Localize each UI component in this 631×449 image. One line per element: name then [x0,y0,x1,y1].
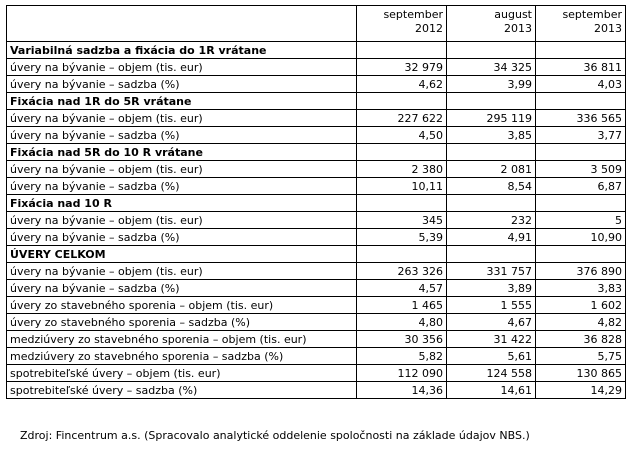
row-label: úvery zo stavebného sporenia – sadzba (%) [7,314,357,331]
section-title: Fixácia nad 5R do 10 R vrátane [7,144,357,161]
table-row [7,110,626,127]
value-cell: 8,54 [447,178,536,195]
value-cell: 5 [536,212,626,229]
row-label: úvery na bývanie – sadzba (%) [7,229,357,246]
section-title: Fixácia nad 10 R [7,195,357,212]
column-header: september 2013 [536,6,626,42]
value-cell: 124 558 [447,365,536,382]
source-note: Zdroj: Fincentrum a.s. (Spracovalo analytické oddelenie spoločnosti na základe údajov NBS.) [20,429,530,442]
section-title: Variabilná sadzba a fixácia do 1R vrátane [7,42,357,59]
value-cell: 6,87 [536,178,626,195]
value-cell: 14,36 [357,382,447,399]
value-cell: 376 890 [536,263,626,280]
table-row [7,178,626,195]
value-cell [357,195,447,212]
value-cell: 5,39 [357,229,447,246]
value-cell: 5,61 [447,348,536,365]
value-cell: 5,82 [357,348,447,365]
value-cell [536,144,626,161]
row-label: medziúvery zo stavebného sporenia – sadzba (%) [7,348,357,365]
value-cell: 32 979 [357,59,447,76]
value-cell [536,93,626,110]
table-row [7,314,626,331]
value-cell: 30 356 [357,331,447,348]
value-cell: 112 090 [357,365,447,382]
value-cell: 336 565 [536,110,626,127]
value-cell [536,246,626,263]
row-label: úvery na bývanie – objem (tis. eur) [7,161,357,178]
value-cell [447,144,536,161]
header-row [7,6,626,42]
row-label: úvery na bývanie – sadzba (%) [7,76,357,93]
value-cell: 331 757 [447,263,536,280]
value-cell: 3,89 [447,280,536,297]
value-cell [536,42,626,59]
value-cell: 5,75 [536,348,626,365]
section-row [7,42,626,59]
section-row [7,195,626,212]
row-label: úvery zo stavebného sporenia – objem (tis. eur) [7,297,357,314]
value-cell: 1 602 [536,297,626,314]
section-row [7,93,626,110]
table-row [7,76,626,93]
value-cell: 2 081 [447,161,536,178]
value-cell: 3,85 [447,127,536,144]
value-cell: 4,91 [447,229,536,246]
value-cell: 4,03 [536,76,626,93]
value-cell: 4,67 [447,314,536,331]
table-row [7,365,626,382]
value-cell: 3,99 [447,76,536,93]
value-cell: 14,29 [536,382,626,399]
value-cell: 263 326 [357,263,447,280]
value-cell: 3,77 [536,127,626,144]
section-row [7,144,626,161]
value-cell: 36 828 [536,331,626,348]
section-title: Fixácia nad 1R do 5R vrátane [7,93,357,110]
value-cell: 36 811 [536,59,626,76]
table-row [7,331,626,348]
value-cell: 4,80 [357,314,447,331]
table-row [7,297,626,314]
value-cell: 34 325 [447,59,536,76]
column-header: september 2012 [357,6,447,42]
table-row [7,59,626,76]
row-label: úvery na bývanie – objem (tis. eur) [7,110,357,127]
section-row [7,246,626,263]
value-cell: 31 422 [447,331,536,348]
table-row [7,212,626,229]
value-cell [447,246,536,263]
value-cell: 4,82 [536,314,626,331]
row-label: úvery na bývanie – objem (tis. eur) [7,212,357,229]
value-cell: 4,62 [357,76,447,93]
row-label: spotrebiteľské úvery – sadzba (%) [7,382,357,399]
table-row [7,382,626,399]
section-title: ÚVERY CELKOM [7,246,357,263]
column-header: august 2013 [447,6,536,42]
value-cell: 4,50 [357,127,447,144]
row-label: úvery na bývanie – sadzba (%) [7,178,357,195]
value-cell: 295 119 [447,110,536,127]
value-cell: 130 865 [536,365,626,382]
value-cell [357,93,447,110]
row-label: úvery na bývanie – sadzba (%) [7,127,357,144]
table-row [7,263,626,280]
value-cell [357,144,447,161]
value-cell [447,93,536,110]
value-cell: 232 [447,212,536,229]
row-label: medziúvery zo stavebného sporenia – objem (tis. eur) [7,331,357,348]
value-cell: 3,83 [536,280,626,297]
table-row [7,229,626,246]
value-cell: 3 509 [536,161,626,178]
table-row [7,161,626,178]
value-cell: 2 380 [357,161,447,178]
value-cell: 10,11 [357,178,447,195]
table-row [7,127,626,144]
value-cell: 14,61 [447,382,536,399]
row-label: úvery na bývanie – sadzba (%) [7,280,357,297]
value-cell [447,195,536,212]
value-cell: 227 622 [357,110,447,127]
value-cell: 1 555 [447,297,536,314]
value-cell: 1 465 [357,297,447,314]
value-cell: 4,57 [357,280,447,297]
value-cell: 10,90 [536,229,626,246]
row-label: úvery na bývanie – objem (tis. eur) [7,263,357,280]
row-label: spotrebiteľské úvery – objem (tis. eur) [7,365,357,382]
row-label: úvery na bývanie – objem (tis. eur) [7,59,357,76]
table-row [7,348,626,365]
value-cell [447,42,536,59]
value-cell [357,42,447,59]
loan-rates-table [6,5,626,399]
value-cell [536,195,626,212]
table-row [7,280,626,297]
header-label-cell [7,6,357,42]
value-cell [357,246,447,263]
value-cell: 345 [357,212,447,229]
